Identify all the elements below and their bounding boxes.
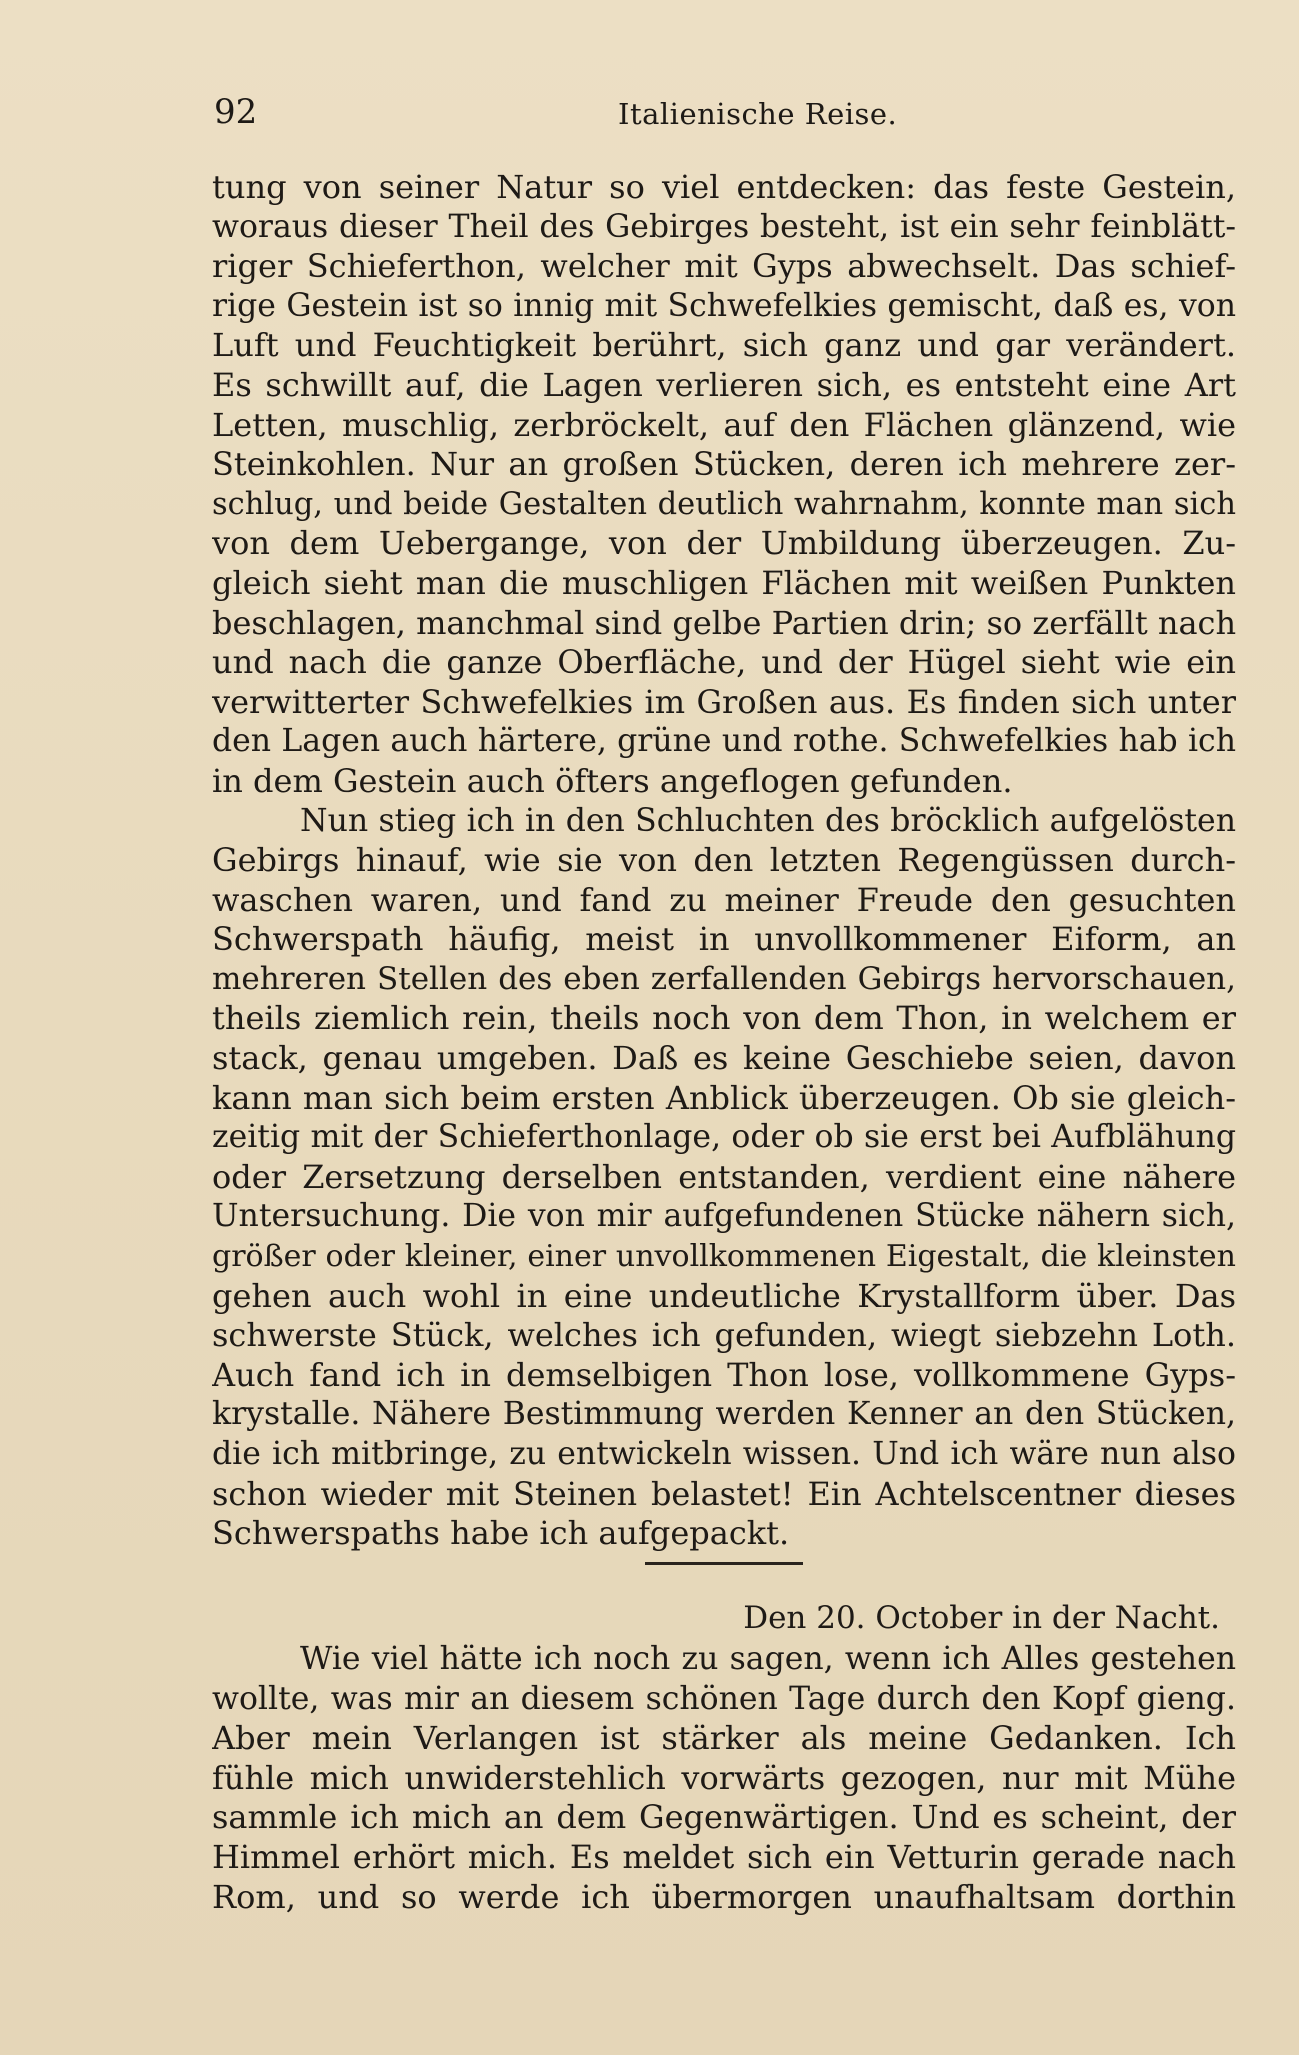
text-line: Luft und Feuchtigkeit berührt, sich ganz und gar verändert.	[212, 326, 1236, 365]
text-line: Schwerspaths habe ich aufgepackt.	[212, 1514, 790, 1553]
text-line: Rom, und so werde ich übermorgen unaufhaltsam dorthin	[212, 1877, 1236, 1916]
text-line: größer oder kleiner, einer unvollkommenen Eigestalt, die kleinsten	[212, 1239, 1236, 1275]
text-line: Letten, muschlig, zerbröckelt, auf den Flächen glänzend, wie	[212, 405, 1236, 444]
text-line: schlug, und beide Gestalten deutlich wahrnahm, konnte man sich	[212, 486, 1236, 522]
text-line: Aber mein Verlangen ist stärker als meine Gedanken. Ich	[212, 1719, 1236, 1758]
text-line-paragraph-start: Wie viel hätte ich noch zu sagen, wenn ich Alles gestehen	[300, 1641, 1236, 1677]
paragraph-block-1	[212, 168, 1236, 1554]
text-line: Steinkohlen. Nur an großen Stücken, deren ich mehrere zer-	[212, 445, 1236, 484]
text-line: woraus dieser Theil des Gebirges besteht, ist ein sehr feinblätt-	[212, 208, 1236, 245]
text-line: rige Gestein ist so innig mit Schwefelkies gemischt, daß es, von	[212, 287, 1236, 324]
text-line: Es schwillt auf, die Lagen verlieren sich, es entsteht eine Art	[212, 365, 1236, 404]
text-line: fühle mich unwiderstehlich vorwärts gezogen, nur mit Mühe	[212, 1758, 1236, 1797]
section-separator-rule	[645, 1562, 803, 1565]
text-line: gleich sieht man die muschligen Flächen mit weißen Punkten	[212, 563, 1236, 602]
text-line: Untersuchung. Die von mir aufgefundenen Stücke nähern sich,	[212, 1198, 1236, 1235]
text-line: krystalle. Nähere Bestimmung werden Kenner an den Stücken,	[212, 1396, 1236, 1433]
text-line: gehen auch wohl in eine undeutliche Krystallform über. Das	[212, 1276, 1236, 1315]
text-line: Auch fand ich in demselbigen Thon lose, vollkommene Gyps-	[212, 1355, 1236, 1394]
paragraph-block-2	[212, 1640, 1236, 1917]
running-head: Italienische Reise.	[618, 97, 898, 131]
text-line: riger Schieferthon, welcher mit Gyps abwechselt. Das schief-	[212, 247, 1236, 286]
text-line: Himmel erhört mich. Es meldet sich ein Vetturin gerade nach	[212, 1837, 1236, 1876]
text-line: in dem Gestein auch öfters angeflogen gefunden.	[212, 761, 1013, 800]
text-line: und nach die ganze Oberfläche, und der Hügel sieht wie ein	[212, 643, 1236, 682]
text-line: beschlagen, manchmal sind gelbe Partien drin; so zerfällt nach	[212, 603, 1236, 642]
text-line: mehreren Stellen des eben zerfallenden Gebirgs hervorschauen,	[212, 960, 1236, 997]
text-line: sammle ich mich an dem Gegenwärtigen. Und es scheint, der	[212, 1798, 1236, 1837]
text-line: verwitterter Schwefelkies im Großen aus. Es finden sich unter	[212, 682, 1236, 721]
text-line: kann man sich beim ersten Anblick überzeugen. Ob sie gleich-	[212, 1078, 1236, 1117]
page-number: 92	[214, 92, 258, 132]
text-line: von dem Uebergange, von der Umbildung überzeugen. Zu-	[212, 524, 1236, 563]
text-line: die ich mitbringe, zu entwickeln wissen. Und ich wäre nun also	[212, 1436, 1236, 1472]
text-line: den Lagen auch härtere, grüne und rothe. Schwefelkies hab ich	[212, 723, 1236, 760]
text-line: schwerste Stück, welches ich gefunden, wiegt siebzehn Loth.	[212, 1316, 1236, 1355]
text-line: oder Zersetzung derselben entstanden, verdient eine nähere	[212, 1157, 1236, 1196]
text-line: zeitig mit der Schieferthonlage, oder ob sie erst bei Aufblähung	[212, 1119, 1236, 1156]
text-line: waschen waren, und fand zu meiner Freude den gesuchten	[212, 880, 1236, 919]
text-line: wollte, was mir an diesem schönen Tage durch den Kopf gieng.	[212, 1680, 1236, 1717]
text-line: theils ziemlich rein, theils noch von dem Thon, in welchem er	[212, 999, 1236, 1038]
dateline: Den 20. October in der Nacht.	[743, 1600, 1220, 1636]
text-line-paragraph-start: Nun stieg ich in den Schluchten des bröcklich aufgelösten	[300, 802, 1236, 839]
text-line: Schwerspath häufig, meist in unvollkommener Eiform, an	[212, 920, 1236, 959]
text-line: stack, genau umgeben. Daß es keine Geschiebe seien, davon	[212, 1039, 1236, 1078]
text-line: tung von seiner Natur so viel entdecken: das feste Gestein,	[212, 168, 1236, 206]
text-line: Gebirgs hinauf, wie sie von den letzten Regengüssen durch-	[212, 841, 1236, 880]
text-line: schon wieder mit Steinen belastet! Ein Achtelscentner dieses	[212, 1474, 1236, 1513]
